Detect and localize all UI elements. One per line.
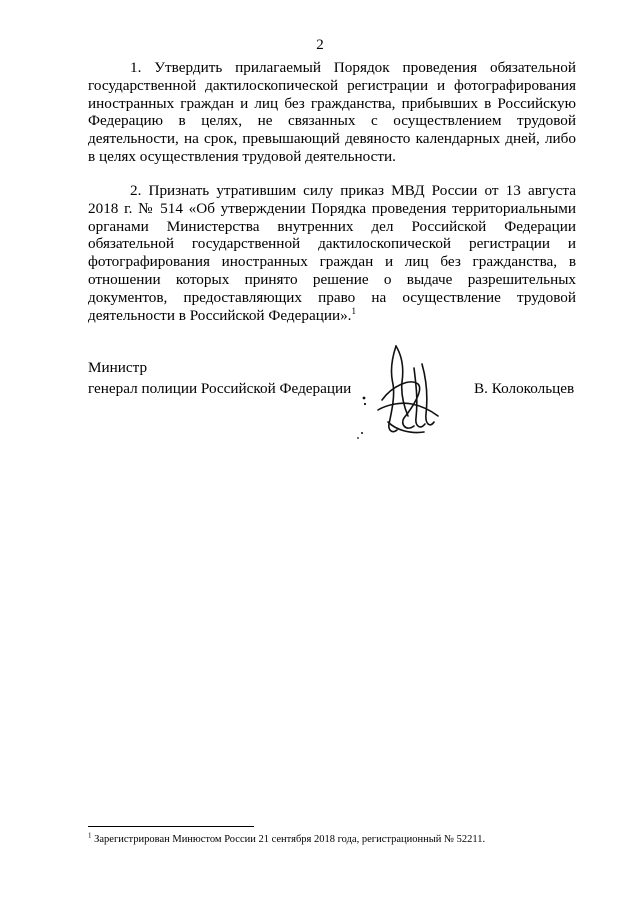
footnote-marker: 1 (88, 831, 92, 840)
footnote-divider (88, 826, 254, 827)
signer-name: В. Колокольцев (474, 380, 575, 397)
paragraph-1: 1. Утвердить прилагаемый Порядок проведения обязательной государственной дактилоскопической регистрации и фотографирования иностранных граждан и лиц без гражданства, прибывших в Российскую Федерацию в целях, не связанных с осуществлением трудовой деятельности, на срок, превышающий девяносто календарных дней, либо в целях осуществления трудовой деятельности. (88, 59, 576, 165)
footnote-text: Зарегистрирован Минюстом России 21 сентября 2018 года, регистрационный № 52211. (94, 834, 486, 845)
signature-block (88, 357, 351, 399)
paragraph-2-text: 2. Признать утратившим силу приказ МВД России от 13 августа 2018 г. № 514 «Об утверждении Порядка проведения территориальными органами Министерства внутренних дел Российской Федерации обязательной государственной дактилоскопической регистрации и фотографирования иностранных граждан и лиц без гражданства, в отношении которых принято решение о выдаче разрешительных документов, предоставляющих право на осуществление трудовой деятельности в Российской Федерации». (88, 182, 576, 324)
paragraph-2 (88, 182, 576, 324)
footnote (88, 833, 588, 846)
footnote-reference: 1 (351, 305, 356, 316)
signer-position: Министр (88, 359, 148, 376)
handwritten-signature (352, 338, 452, 446)
page-number: 2 (316, 37, 324, 53)
signer-rank: генерал полиции Российской Федерации (88, 380, 352, 397)
